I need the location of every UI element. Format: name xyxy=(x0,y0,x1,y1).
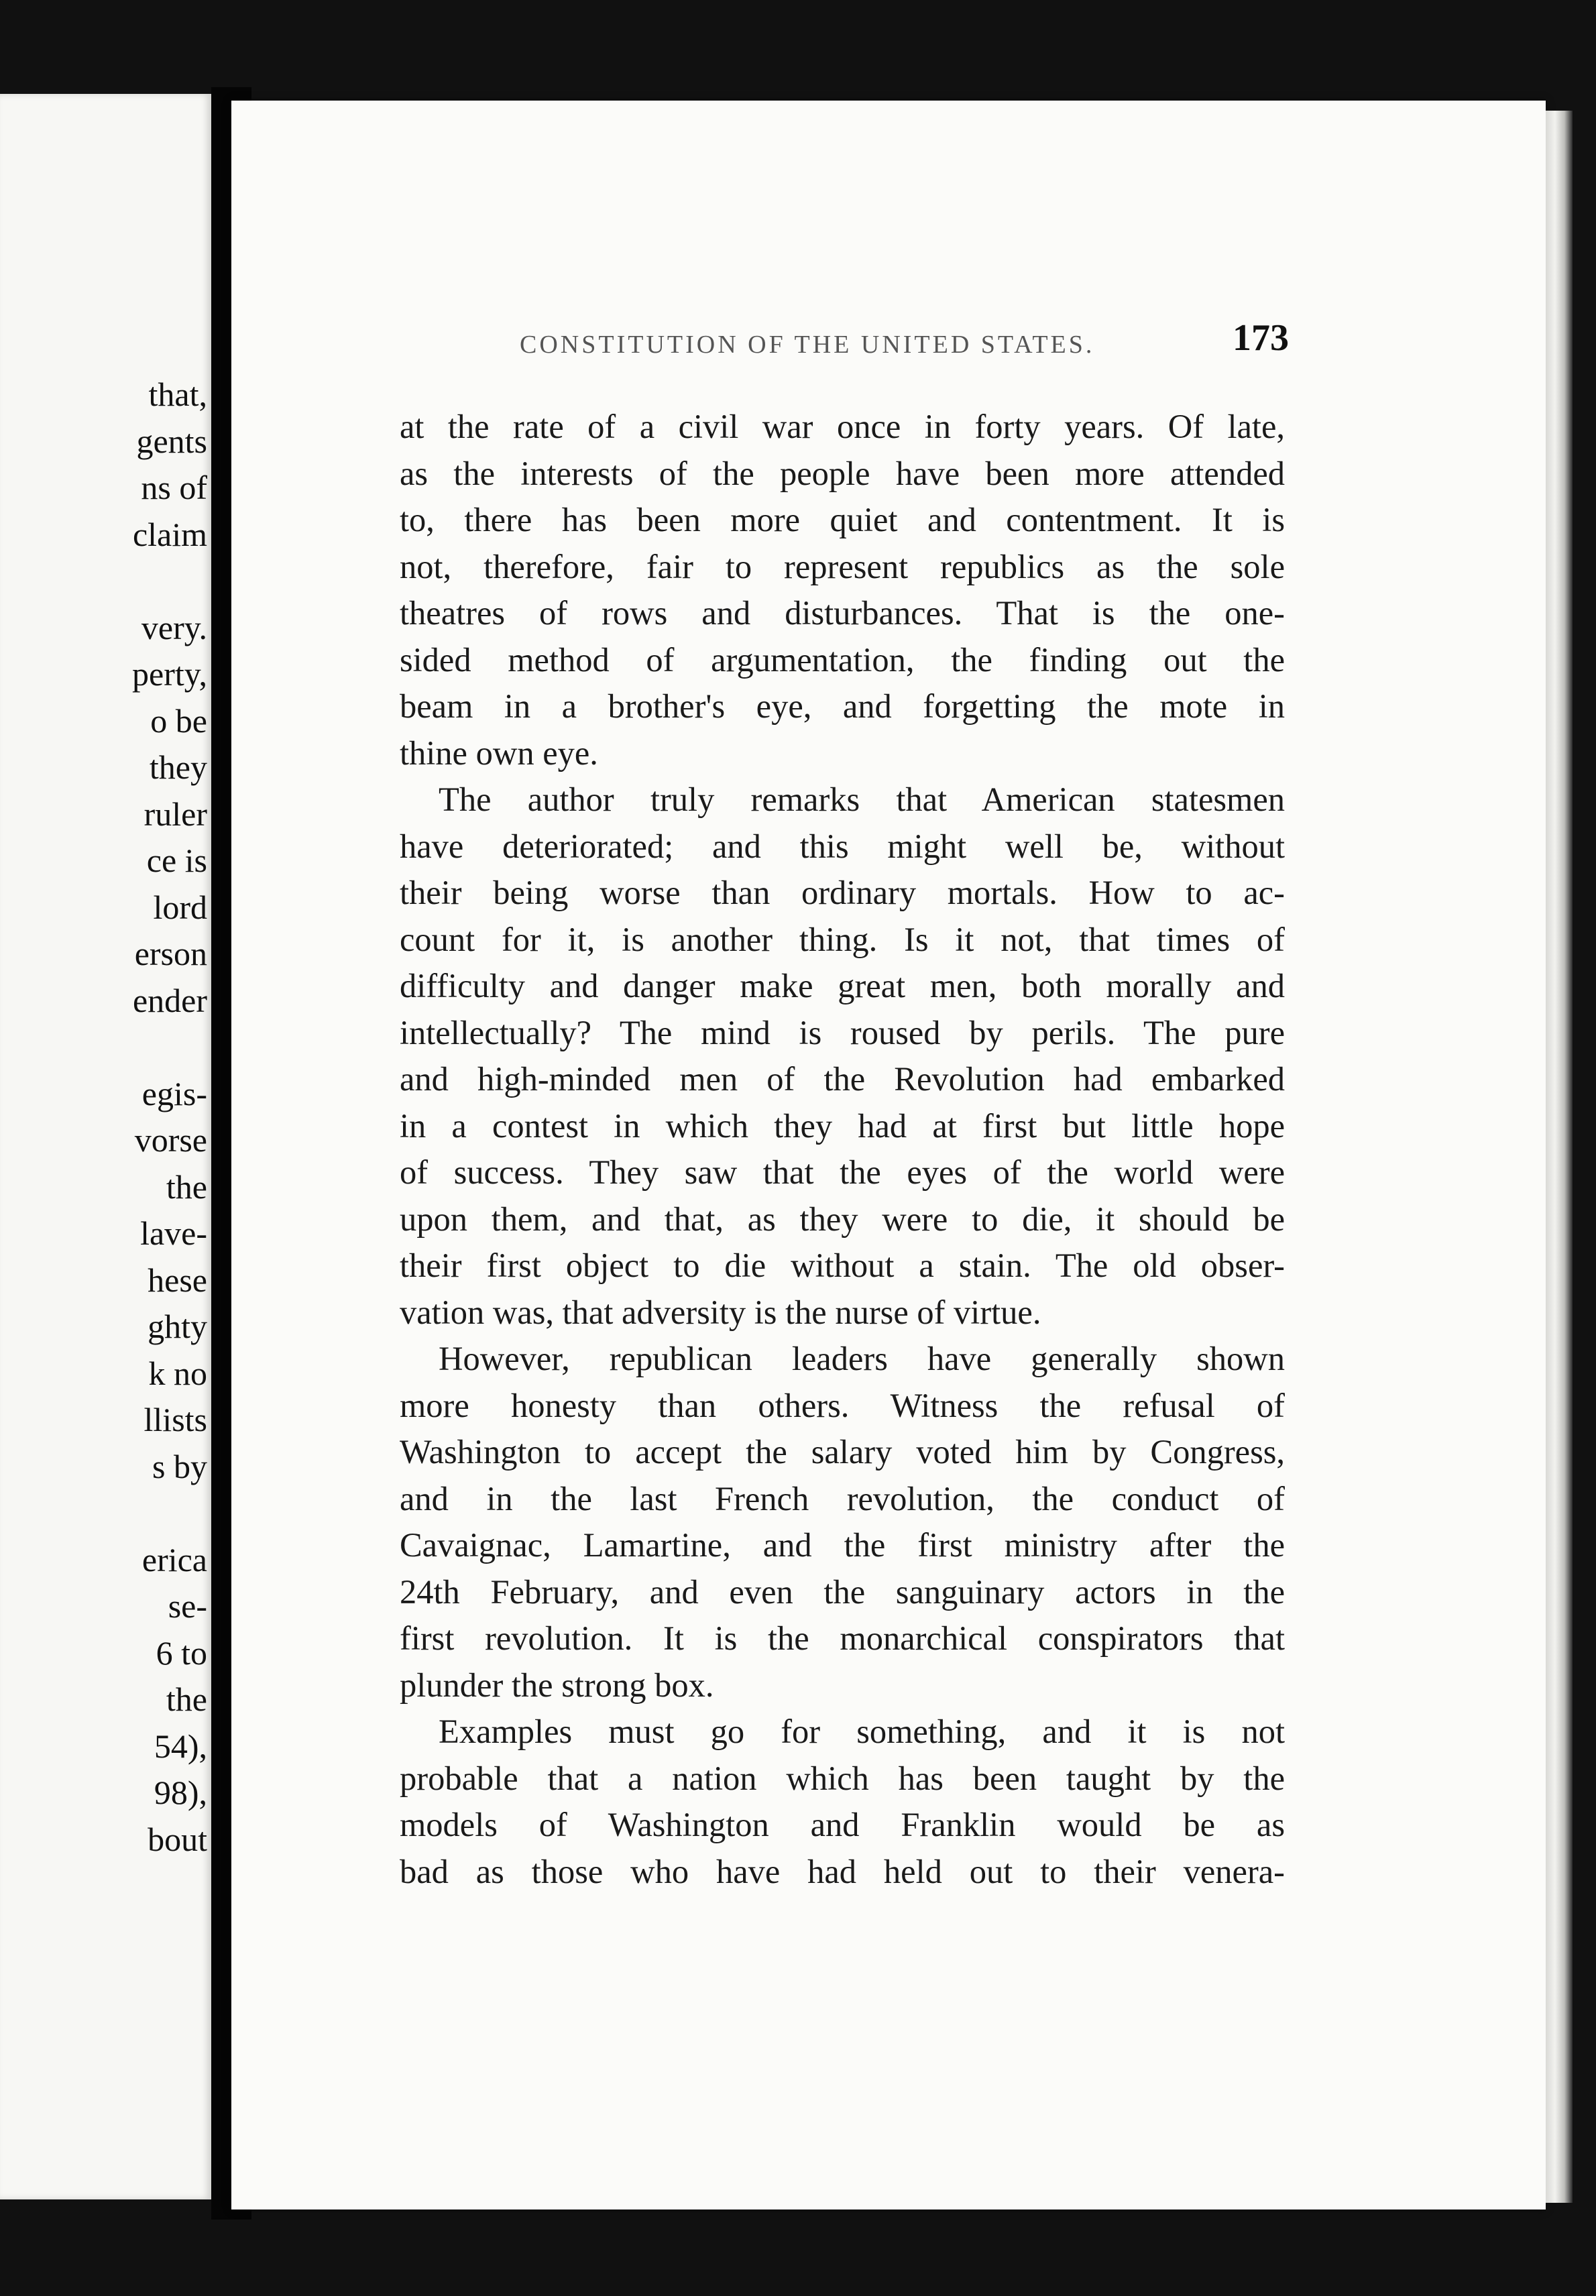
text-line: not, therefore, fair to represent republics as the sole xyxy=(400,547,1285,585)
text-line: count for it, is another thing. Is it not, that times of xyxy=(400,920,1285,958)
facing-page-line: bout xyxy=(148,1820,207,1858)
text-line: first revolution. It is the monarchical conspirators that xyxy=(400,1619,1285,1657)
facing-page-line: 98), xyxy=(154,1774,207,1811)
text-line: thine own eye. xyxy=(400,734,598,772)
text-line: vation was, that adversity is the nurse of virtue. xyxy=(400,1293,1041,1331)
paragraph xyxy=(400,1709,1285,1895)
facing-page-line: ns of xyxy=(141,469,207,506)
text-line: bad as those who have had held out to their venera- xyxy=(400,1852,1285,1890)
text-line: to, there has been more quiet and contentment. It is xyxy=(400,501,1285,538)
page-number: 173 xyxy=(1233,317,1289,359)
text-line: and high-minded men of the Revolution had embarked xyxy=(400,1060,1285,1098)
body-text xyxy=(400,404,1285,1895)
text-line: theatres of rows and disturbances. That is the one- xyxy=(400,594,1285,632)
text-line: at the rate of a civil war once in forty years. Of late, xyxy=(400,408,1285,445)
facing-page-line: ender xyxy=(132,981,207,1019)
facing-page-line: o be xyxy=(150,701,207,740)
text-line: and in the last French revolution, the conduct of xyxy=(400,1479,1285,1517)
text-line: their first object to die without a stain. The old obser- xyxy=(400,1247,1285,1284)
text-line: plunder the strong box. xyxy=(400,1666,714,1704)
text-line: intellectually? The mind is roused by perils. The pure xyxy=(400,1013,1285,1051)
text-line: more honesty than others. Witness the refusal of xyxy=(400,1386,1285,1424)
facing-page-line: they xyxy=(149,748,207,786)
facing-page-line: lord xyxy=(153,888,207,926)
facing-page-line: vorse xyxy=(134,1121,207,1159)
text-line: in a contest in which they had at first but little hope xyxy=(400,1106,1285,1145)
text-line: Washington to accept the salary voted him by Congress, xyxy=(400,1433,1285,1471)
facing-page-line: ruler xyxy=(144,795,207,833)
facing-page-line: the xyxy=(166,1167,207,1206)
text-line: models of Washington and Franklin would be as xyxy=(400,1806,1285,1843)
facing-page-line: k no xyxy=(148,1354,207,1392)
text-line: However, republican leaders have generally shown xyxy=(439,1340,1285,1377)
facing-page-line: egis- xyxy=(141,1074,207,1112)
facing-page-line: ghty xyxy=(148,1308,207,1345)
text-line: Cavaignac, Lamartine, and the first ministry after the xyxy=(400,1526,1285,1564)
facing-page-line: lave- xyxy=(140,1214,207,1252)
facing-page-line: the xyxy=(166,1680,207,1718)
running-head xyxy=(288,315,1289,362)
facing-page-line: that, xyxy=(148,376,207,413)
facing-page-line: s by xyxy=(152,1447,207,1485)
paragraph xyxy=(400,404,1285,777)
facing-page-line: very. xyxy=(141,608,207,646)
running-title: CONSTITUTION OF THE UNITED STATES. xyxy=(520,331,1095,359)
text-line: probable that a nation which has been taught by the xyxy=(400,1759,1285,1797)
text-line: their being worse than ordinary mortals. How to ac- xyxy=(400,874,1285,911)
text-line: Examples must go for something, and it is not xyxy=(439,1713,1285,1750)
text-line: 24th February, and even the sanguinary actors in the xyxy=(400,1572,1285,1611)
facing-page-line: perty, xyxy=(132,655,207,693)
facing-page-line: ce is xyxy=(146,842,207,879)
text-line: upon them, and that, as they were to die, it should be xyxy=(400,1200,1285,1238)
text-line: of success. They saw that the eyes of the world were xyxy=(400,1153,1285,1191)
facing-page-line: 54), xyxy=(154,1727,207,1765)
facing-page-line: hese xyxy=(148,1261,207,1299)
facing-page-line: erson xyxy=(134,935,207,972)
text-line: beam in a brother's eye, and forgetting the mote in xyxy=(400,687,1285,725)
facing-page xyxy=(0,94,211,2199)
text-line: The author truly remarks that American statesmen xyxy=(439,781,1285,818)
page-edge xyxy=(1546,111,1573,2203)
facing-page-line: llists xyxy=(144,1401,207,1438)
facing-page-line: gents xyxy=(136,422,207,460)
facing-page-line: 6 to xyxy=(156,1633,207,1672)
paragraph xyxy=(400,777,1285,1336)
text-line: difficulty and danger make great men, both morally and xyxy=(400,967,1285,1005)
paragraph xyxy=(400,1336,1285,1709)
text-line: have deteriorated; and this might well be, without xyxy=(400,827,1285,865)
text-line: sided method of argumentation, the finding out the xyxy=(400,640,1285,679)
facing-page-line: claim xyxy=(132,515,207,553)
facing-page-line: erica xyxy=(141,1540,207,1578)
text-line: as the interests of the people have been more attended xyxy=(400,454,1285,492)
facing-page-line: se- xyxy=(168,1587,207,1625)
